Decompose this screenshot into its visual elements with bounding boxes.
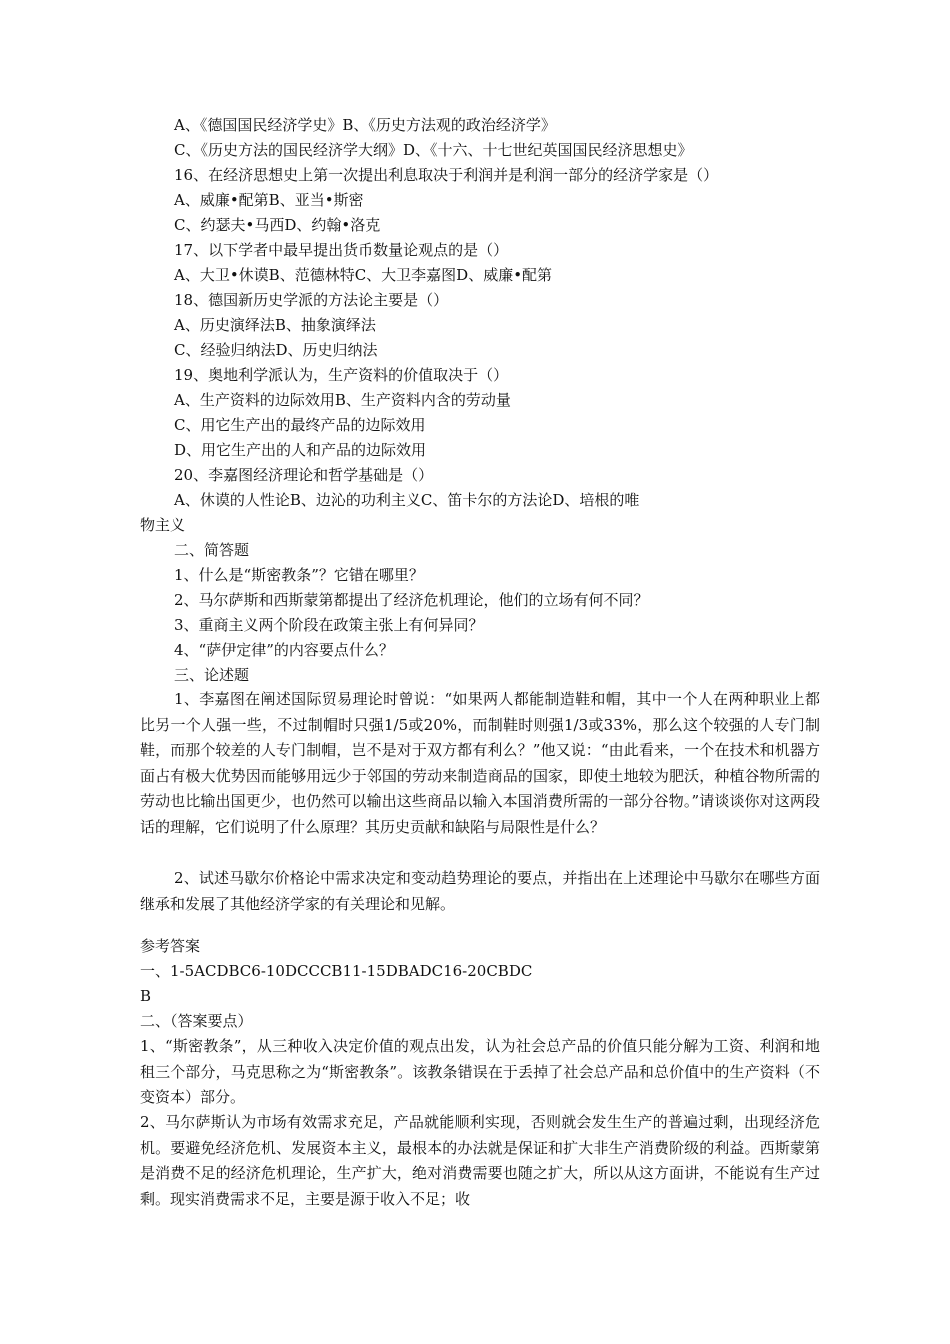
essay-heading: 三、论述题 [174, 666, 250, 684]
q18-options-ab: A、历史演绎法B、抽象演绎法 [174, 316, 376, 334]
answers-mc-wrap: B [140, 987, 152, 1005]
short-answer-q1: 1、什么是“斯密教条”？它错在哪里？ [174, 566, 424, 584]
q20-options-wrap: 物主义 [140, 516, 186, 534]
answer-2: 2、马尔萨斯认为市场有效需求充足，产品就能顺利实现，否则就会发生生产的普遍过剩，出现经济危机。要避免经济危机、发展资本主义，最根本的办法就是保证和扩大非生产消费阶级的利益。西斯蒙第是消费不足的经济危机理论，生产扩大，绝对消费需要也随之扩大，所以从这方面讲，不能说有生产过剩。现实消费需求不足，主要是源于收入不足；收 [140, 1113, 820, 1208]
short-answer-q4: 4、“萨伊定律”的内容要点什么？ [174, 641, 394, 659]
q15-options-cd: C、《历史方法的国民经济学大纲》D、《十六、十七世纪英国国民经济思想史》 [174, 141, 693, 159]
q19-options-ab: A、生产资料的边际效用B、生产资料内含的劳动量 [174, 391, 511, 409]
answers-mc-line: 一、1-5ACDBC6-10DCCCB11-15DBADC16-20CBDC [140, 962, 533, 980]
q17-options: A、大卫•休谟B、范德林特C、大卫李嘉图D、威廉•配第 [174, 266, 553, 284]
q20-stem: 20、李嘉图经济理论和哲学基础是（） [174, 466, 434, 484]
q20-options: A、休谟的人性论B、边沁的功利主义C、笛卡尔的方法论D、培根的唯 [174, 491, 640, 509]
q16-options-cd: C、约瑟夫•马西D、约翰•洛克 [174, 216, 381, 234]
q19-stem: 19、奥地利学派认为，生产资料的价值取决于（） [174, 366, 509, 384]
short-answer-heading: 二、简答题 [174, 541, 250, 559]
short-answer-q2: 2、马尔萨斯和西斯蒙第都提出了经济危机理论，他们的立场有何不同？ [174, 591, 649, 609]
q17-stem: 17、以下学者中最早提出货币数量论观点的是（） [174, 241, 509, 259]
answers-part2-heading: 二、（答案要点） [140, 1012, 253, 1030]
answers-heading: 参考答案 [140, 937, 201, 955]
q16-stem: 16、在经济思想史上第一次提出利息取决于利润并是利润一部分的经济学家是（） [174, 166, 719, 184]
essay-q1: 1、李嘉图在阐述国际贸易理论时曾说：“如果两人都能制造鞋和帽，其中一个人在两种职业上都比另一个人强一些，不过制帽时只强1/5或20%，而制鞋时则强1/3或33%，那么这个较强的人专门制鞋，而那个较差的人专门制帽，岂不是对于双方都有利么？”他又说：“由此看来，一个在技术和机器方面占有极大优势因而能够用远少于邻国的劳动来制造商品的国家，即使土地较为肥沃，种植谷物所需的劳动也比输出国更少，也仍然可以输出这些商品以输入本国消费所需的一部分谷物。”请谈谈你对这两段话的理解，它们说明了什么原理？其历史贡献和缺陷与局限性是什么？ [140, 690, 820, 836]
q15-options-ab: A、《德国国民经济学史》B、《历史方法观的政治经济学》 [174, 116, 556, 134]
answer-1: 1、“斯密教条”，从三种收入决定价值的观点出发，认为社会总产品的价值只能分解为工资、利润和地租三个部分，马克思称之为“斯密教条”。该教条错误在于丢掉了社会总产品和总价值中的生产资料（不变资本）部分。 [140, 1037, 820, 1106]
short-answer-q3: 3、重商主义两个阶段在政策主张上有何异同？ [174, 616, 484, 634]
q18-options-cd: C、经验归纳法D、历史归纳法 [174, 341, 378, 359]
q18-stem: 18、德国新历史学派的方法论主要是（） [174, 291, 449, 309]
q19-option-c: C、用它生产出的最终产品的边际效用 [174, 416, 426, 434]
essay-q2: 2、试述马歇尔价格论中需求决定和变动趋势理论的要点，并指出在上述理论中马歇尔在哪些方面继承和发展了其他经济学家的有关理论和见解。 [140, 869, 820, 913]
q16-options-ab: A、威廉•配第B、亚当•斯密 [174, 191, 364, 209]
q19-option-d: D、用它生产出的人和产品的边际效用 [174, 441, 427, 459]
